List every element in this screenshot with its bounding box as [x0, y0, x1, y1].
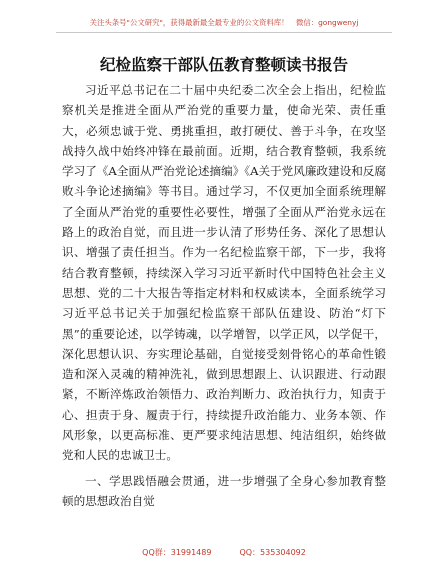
- document-title: 纪检监察干部队伍教育整顿读书报告: [99, 56, 348, 74]
- section-heading: 一、学思践悟融会贯通，进一步增强了全身心参加教育整顿的思想政治自觉: [62, 473, 386, 508]
- footer-contact: [0, 547, 448, 558]
- header-divider: [56, 32, 392, 33]
- body-paragraph: 习近平总书记在二十届中央纪委二次全会上指出，纪检监察机关是推进全面从严治党的重要力量，使命光荣、责任重大，必须忠诚于党、勇挑重担，敢打硬仗、善于斗争，在攻坚战持久战中始终冲锋在最前面。近期，结合教育整顿，我系统学习了《A全面从严治党论述摘编》《A关于党风廉政建设和反腐败斗争论述摘编》等书目。通过学习，不仅更加全面系统理解了全面从严治党的重要性必要性，增强了全面从严治党永远在路上的政治自觉，而且进一步认清了形势任务、深化了思想认识、增强了责任担当。作为一名纪检监察干部，下一步，我将结合教育整顿，持续深入学习习近平新时代中国特色社会主义思想、党的二十大报告等指定材料和权威读本，全面系统学习习近平总书记关于加强纪检监察干部队伍建设、防治“灯下黑”的重要论述，以学铸魂，以学增智，以学正风，以学促干，深化思想认识、夯实理论基础，自觉接受刻骨铭心的革命性锻造和深入灵魂的精神洗礼，做到思想跟上、认识跟进、行动跟紧，不断淬炼政治领悟力、政治判断力、政治执行力，知责于心、担责于身、履责于行，持续提升政治能力、业务本领、作风形象，以更高标准、更严要求纯洁思想、纯洁组织，始终做党和人民的忠诚卫士。: [62, 83, 386, 463]
- document-body: [62, 80, 386, 511]
- footer-qq: QQ：535304092: [239, 548, 306, 557]
- header-promo-note: 关注头条号"公文研究"，获得最新最全最专业的公文资料库！ 微信：gongwenyj: [89, 18, 359, 27]
- footer-qq-group: QQ群：31991489: [142, 548, 212, 557]
